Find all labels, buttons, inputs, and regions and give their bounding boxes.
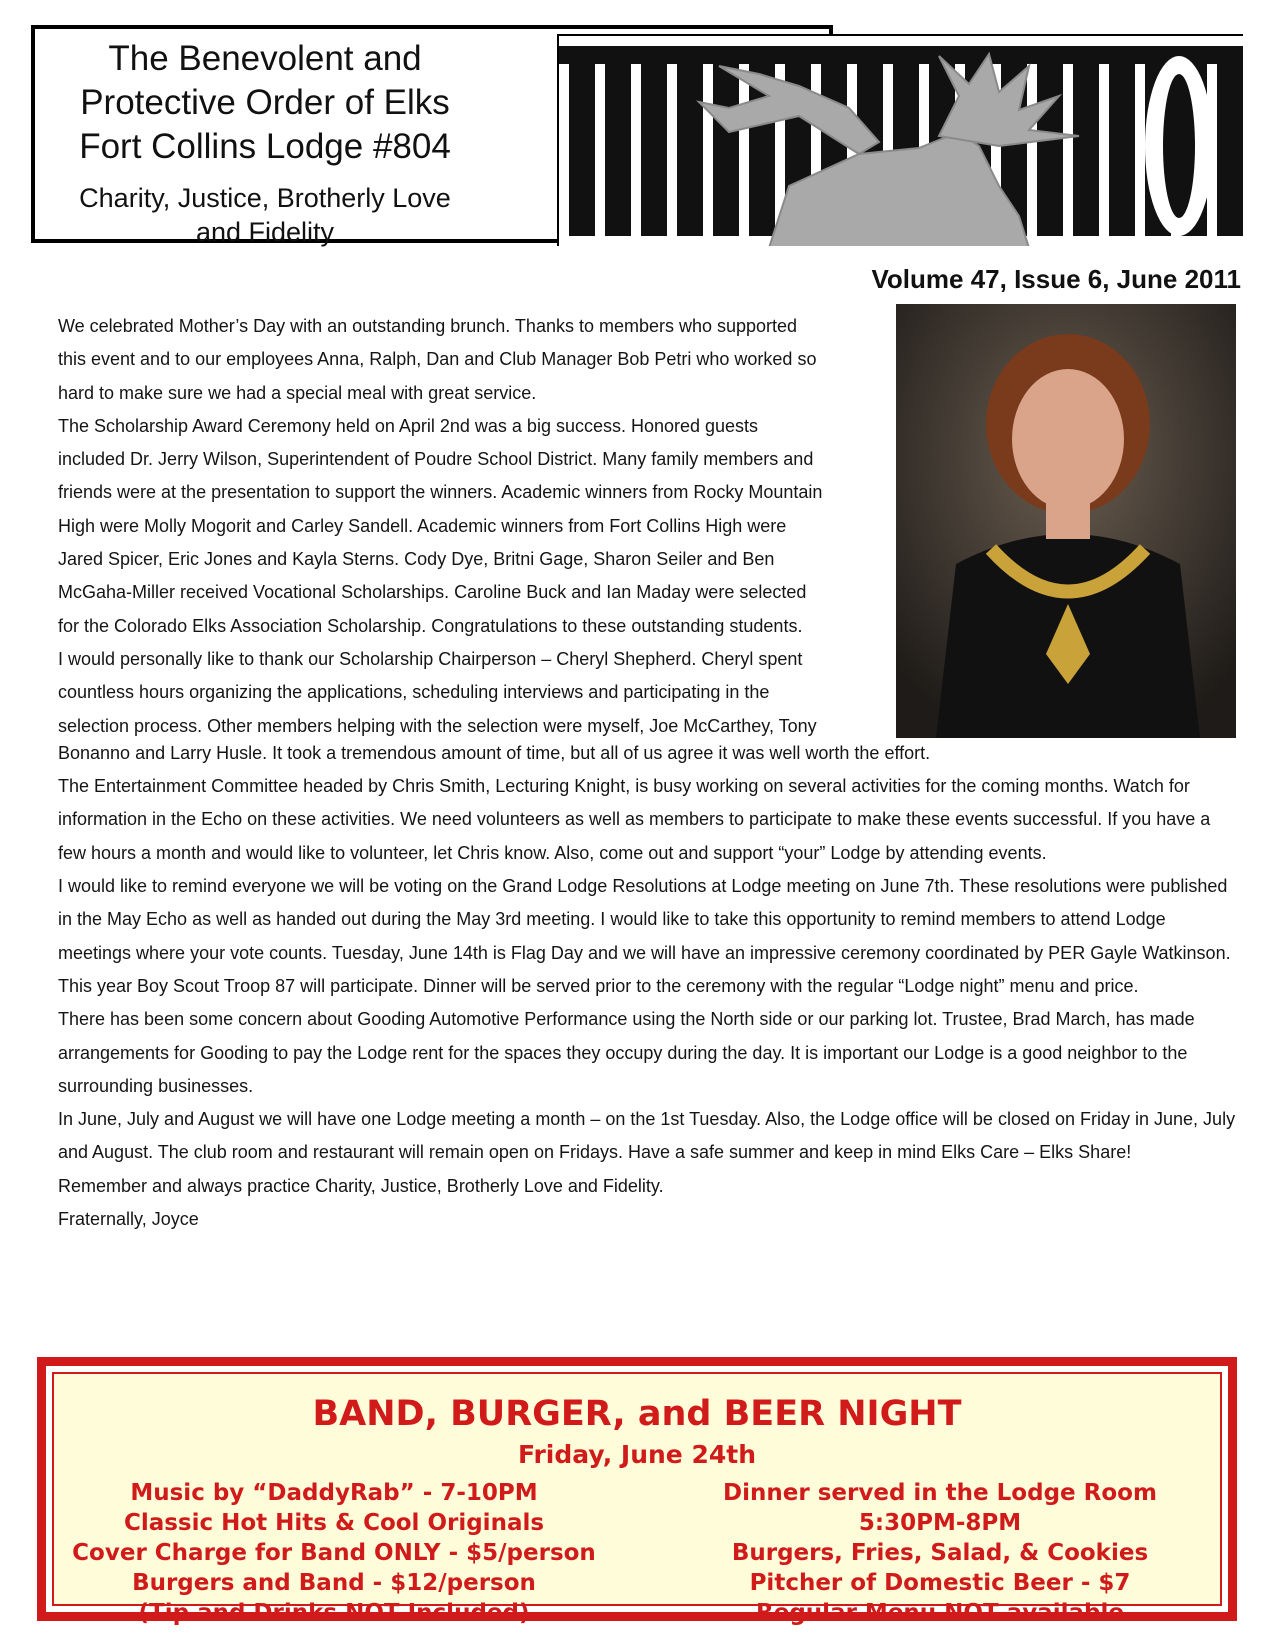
event-detail-line: Burgers, Fries, Salad, & Cookies — [731, 1540, 1149, 1566]
event-date: Friday, June 24th — [517, 1440, 757, 1469]
event-detail-line: Dinner served in the Lodge Room — [723, 1480, 1157, 1506]
org-name-line: Protective Order of Elks — [80, 83, 450, 122]
event-detail-line: Music by “DaddyRab” - 7-10PM — [130, 1480, 538, 1506]
event-title: BAND, BURGER, and BEER NIGHT — [312, 1394, 962, 1434]
masthead-logo — [557, 34, 1243, 246]
letter-paragraph: Remember and always practice Charity, Justice, Brotherly Love and Fidelity. — [58, 1175, 664, 1196]
letter-line: High were Molly Mogorit and Carley Sandell. Academic winners from Fort Collins High were — [58, 515, 787, 536]
masthead-title-graphic — [559, 36, 1243, 246]
event-detail-line: Pitcher of Domestic Beer - $7 — [749, 1570, 1131, 1596]
letter-paragraph: I would like to remind everyone we will be voting on the Grand Lodge Resolutions at Lodge meeting on June 7th. These resolutions were published in the May Echo as well as handed out during the May 3rd meeting. I would like to take this opportunity to remind members to attend Lodge meetings where your vote counts. Tuesday, June 14th is Flag Day and we will have an impressive ceremony coordinated by PER Gayle Watkinson. This year Boy Scout Troop 87 will participate. Dinner will be served prior to the ceremony with the regular “Lodge night” menu and price. — [58, 876, 1231, 996]
motto — [35, 181, 495, 249]
letter-line: McGaha-Miller received Vocational Scholarships. Caroline Buck and Ian Maday were selected — [58, 582, 807, 603]
president-letter — [58, 310, 1238, 1236]
event-detail-line: Cover Charge for Band ONLY - $5/person — [72, 1540, 596, 1566]
issue-volume-label: Volume 47, Issue 6, June 2011 — [871, 264, 1241, 294]
event-announcement — [37, 1357, 1237, 1626]
letter-signature: Fraternally, Joyce — [58, 1209, 199, 1230]
motto-line: Charity, Justice, Brotherly Love — [79, 183, 451, 213]
event-detail-line: Burgers and Band - $12/person — [132, 1570, 536, 1596]
org-name-line: The Benevolent and — [108, 39, 422, 78]
letter-intro-column — [58, 310, 888, 743]
event-detail-line: 5:30PM-8PM — [858, 1510, 1022, 1536]
letter-line: for the Colorado Elks Association Scholarship. Congratulations to these outstanding students. — [58, 615, 803, 636]
letter-paragraph: The Entertainment Committee headed by Chris Smith, Lecturing Knight, is busy working on several activities for the coming months. Watch for information in the Echo on these activities. We need volunteers as well as members to participate to make these events successful. If you have a few hours a month and would like to volunteer, let Chris know. Also, come out and support “your” Lodge by attending events. — [58, 776, 1211, 863]
event-announcement-inner — [52, 1372, 1222, 1626]
letter-paragraph: There has been some concern about Gooding Automotive Performance using the North side or our parking lot. Trustee, Brad March, has made arrangements for Gooding to pay the Lodge rent for the spaces they occupy during the day. It is important our Lodge is a good neighbor to the surrounding businesses. — [58, 1009, 1195, 1096]
letter-line: included Dr. Jerry Wilson, Superintendent of Poudre School District. Many family members and — [58, 449, 814, 470]
motto-line: and Fidelity — [195, 217, 335, 247]
org-name-line: Fort Collins Lodge #804 — [79, 127, 451, 166]
event-detail-line: Classic Hot Hits & Cool Originals — [123, 1510, 545, 1536]
letter-line: friends were at the presentation to support the winners. Academic winners from Rocky Mountain — [58, 482, 823, 503]
letter-line: selection process. Other members helping with the selection were myself, Joe McCarthey, Tony — [58, 715, 817, 736]
letter-line: The Scholarship Award Ceremony held on April 2nd was a big success. Honored guests — [58, 415, 759, 436]
letter-line: I would personally like to thank our Scholarship Chairperson – Cheryl Shepherd. Cheryl spent — [58, 648, 803, 669]
event-detail-line: (Tip and Drinks NOT Included) — [138, 1600, 530, 1626]
org-name-block — [35, 29, 495, 247]
letter-line: hard to make sure we had a special meal with great service. — [58, 382, 537, 403]
event-details-right — [660, 1478, 1220, 1628]
event-details-left — [54, 1478, 614, 1628]
letter-line: this event and to our employees Anna, Ralph, Dan and Club Manager Bob Petri who worked so — [58, 349, 817, 370]
letter-line: countless hours organizing the applications, scheduling interviews and participating in the — [58, 682, 770, 703]
letter-line: We celebrated Mother’s Day with an outstanding brunch. Thanks to members who supported — [58, 316, 798, 336]
letter-paragraph: Bonanno and Larry Husle. It took a tremendous amount of time, but all of us agree it was well worth the effort. — [58, 742, 931, 763]
event-detail-line: Regular Menu NOT available — [756, 1600, 1124, 1626]
letter-line: Jared Spicer, Eric Jones and Kayla Sterns. Cody Dye, Britni Gage, Sharon Seiler and Ben — [58, 549, 775, 570]
letter-paragraph: In June, July and August we will have one Lodge meeting a month – on the 1st Tuesday. Also, the Lodge office will be closed on Friday in June, July and August. The club room and restaurant will remain open on Fridays. Have a safe summer and keep in mind Elks Care – Elks Share! — [58, 1109, 1236, 1163]
